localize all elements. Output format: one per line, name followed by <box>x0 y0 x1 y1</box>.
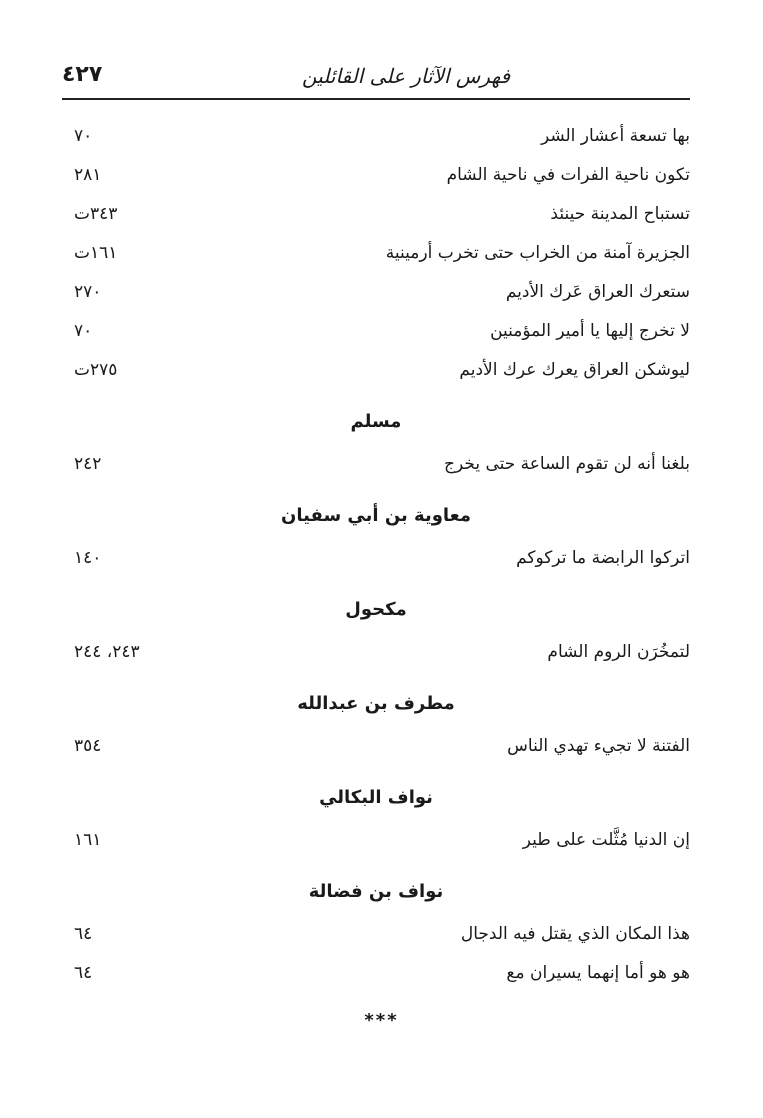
page-number: ٤٢٧ <box>62 62 103 87</box>
entry-text: لتمخُرَن الروم الشام <box>547 642 690 662</box>
entry-text: بها تسعة أعشار الشر <box>540 126 690 146</box>
entry-page-ref: ٢٤٣، ٢٤٤ <box>74 642 140 662</box>
index-entry <box>62 235 690 274</box>
entry-page-ref: ٦٤ <box>74 963 93 983</box>
entry-page-ref: ١٦١ <box>74 830 102 850</box>
narrator-heading: نواف بن فضالة <box>308 881 444 902</box>
section-separator: *** <box>364 1010 399 1031</box>
index-entry <box>62 196 690 235</box>
entry-page-ref: ٧٠ <box>74 126 93 146</box>
index-entry <box>62 916 690 955</box>
entry-text: تكون ناحية الفرات في ناحية الشام <box>446 165 690 185</box>
index-entry <box>62 446 690 485</box>
entry-page-ref: ١٦١ت <box>74 243 118 263</box>
narrator-heading: مسلم <box>350 411 402 432</box>
narrator-heading: مطرف بن عبدالله <box>297 693 455 714</box>
entry-page-ref: ١٤٠ <box>74 548 102 568</box>
index-entry <box>62 118 690 157</box>
narrator-heading: مكحول <box>345 599 407 620</box>
entry-text: تستباح المدينة حينئذ <box>550 204 690 224</box>
entry-page-ref: ٣٤٣ت <box>74 204 118 224</box>
entry-page-ref: ٢٧٠ <box>74 282 102 302</box>
narrator-heading: نواف البكالي <box>319 787 433 808</box>
entry-page-ref: ٣٥٤ <box>74 736 102 756</box>
index-list <box>62 118 690 994</box>
entry-text: ستعرك العراق عَرك الأديم <box>505 282 690 302</box>
entry-page-ref: ٢٨١ <box>74 165 102 185</box>
index-entry <box>62 274 690 313</box>
running-title: فهرس الآثار على القائلين <box>302 64 511 88</box>
page-header <box>62 58 690 98</box>
header-rule <box>62 98 690 100</box>
entry-text: بلغنا أنه لن تقوم الساعة حتى يخرج <box>444 454 690 474</box>
index-entry <box>62 634 690 673</box>
index-entry <box>62 728 690 767</box>
index-entry <box>62 352 690 391</box>
entry-page-ref: ٦٤ <box>74 924 93 944</box>
index-entry <box>62 157 690 196</box>
index-entry <box>62 540 690 579</box>
index-entry <box>62 955 690 994</box>
narrator-heading: معاوية بن أبي سفيان <box>281 505 471 526</box>
entry-text: الجزيرة آمنة من الخراب حتى تخرب أرمينية <box>385 243 690 263</box>
entry-text: إن الدنيا مُثَّلت على طير <box>522 830 690 850</box>
entry-text: لا تخرج إليها يا أمير المؤمنين <box>490 321 690 341</box>
entry-page-ref: ٢٤٢ <box>74 454 102 474</box>
entry-text: هو هو أما إنهما يسيران مع <box>506 963 690 983</box>
entry-page-ref: ٢٧٥ت <box>74 360 118 380</box>
entry-text: الفتنة لا تجيء تهدي الناس <box>507 736 690 756</box>
entry-page-ref: ٧٠ <box>74 321 93 341</box>
index-entry <box>62 313 690 352</box>
entry-text: ليوشكن العراق يعرك عرك الأديم <box>459 360 690 380</box>
entry-text: اتركوا الرابضة ما تركوكم <box>516 548 690 568</box>
entry-text: هذا المكان الذي يقتل فيه الدجال <box>460 924 690 944</box>
index-entry <box>62 822 690 861</box>
